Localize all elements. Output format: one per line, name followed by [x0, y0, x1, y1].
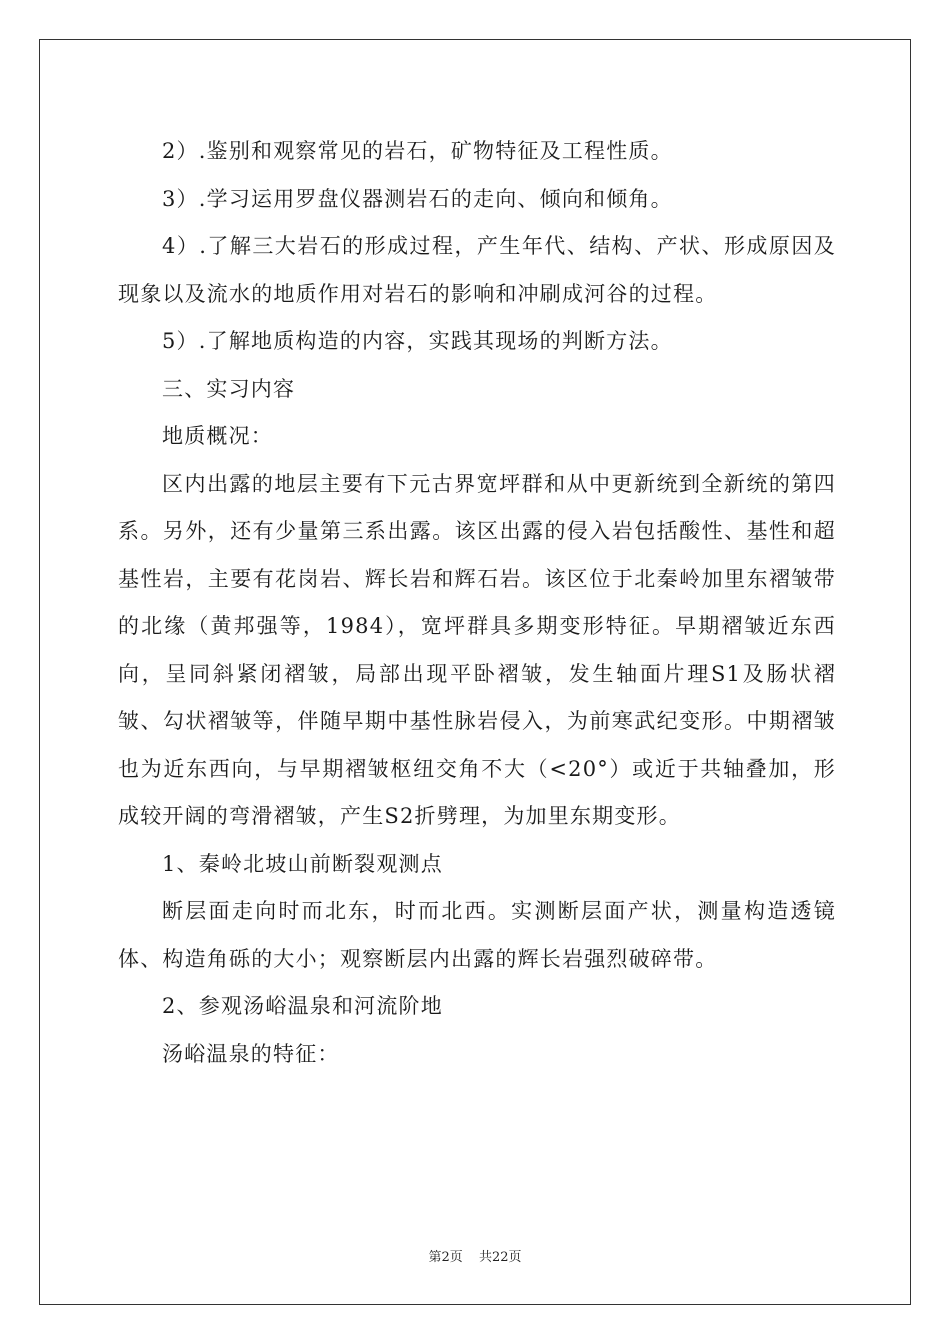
paragraph: 区内出露的地层主要有下元古界宽坪群和从中更新统到全新统的第四系。另外，还有少量第三系出露。该区出露的侵入岩包括酸性、基性和超基性岩，主要有花岗岩、辉长岩和辉石岩。该区位于北秦岭加里东褶皱带的北缘（黄邦强等，1984），宽坪群具多期变形特征。早期褶皱近东西向，呈同斜紧闭褶皱，局部出现平卧褶皱，发生轴面片理S1及肠状褶皱、勾状褶皱等，伴随早期中基性脉岩侵入，为前寒武纪变形。中期褶皱也为近东西向，与早期褶皱枢纽交角不大（<20°）或近于共轴叠加，形成较开阔的弯滑褶皱，产生S2折劈理，为加里东期变形。	[118, 471, 836, 828]
paragraph: 5）.了解地质构造的内容，实践其现场的判断方法。	[162, 329, 673, 353]
subsection-heading: 1、秦岭北坡山前断裂观测点	[162, 851, 443, 876]
paragraph: 断层面走向时而北东，时而北西。实测断层面产状，测量构造透镜体、构造角砾的大小；观察断层内出露的辉长岩强烈破碎带。	[118, 899, 836, 971]
page-number: 第2页	[428, 1250, 463, 1265]
paragraph: 3）.学习运用罗盘仪器测岩石的走向、倾向和倾角。	[162, 186, 673, 211]
subsection-heading: 2、参观汤峪温泉和河流阶地	[162, 994, 443, 1018]
page-total: 共22页	[478, 1250, 522, 1265]
paragraph: 2）.鉴别和观察常见的岩石，矿物特征及工程性质。	[162, 139, 673, 163]
paragraph: 4）.了解三大岩石的形成过程，产生年代、结构、产状、形成原因及现象以及流水的地质作用对岩石的影响和冲刷成河谷的过程。	[118, 234, 836, 306]
subsection-heading: 地质概况：	[162, 424, 273, 448]
section-heading: 三、实习内容	[162, 376, 296, 401]
page-footer	[0, 1246, 950, 1265]
document-body	[118, 128, 836, 1078]
paragraph: 汤峪温泉的特征：	[162, 1041, 340, 1066]
